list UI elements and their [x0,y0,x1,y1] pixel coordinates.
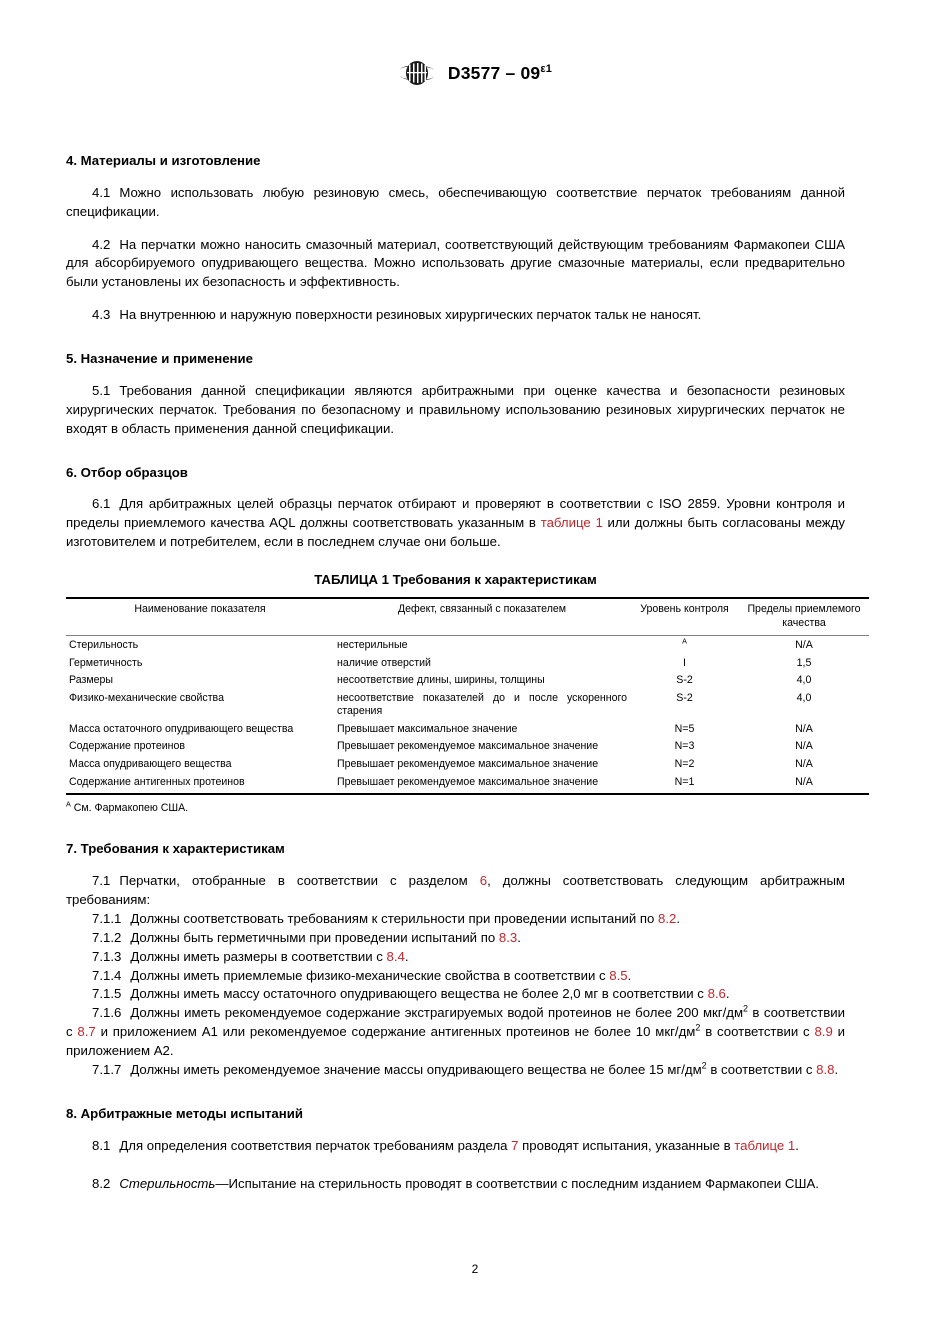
table-cell-level: N=5 [674,722,695,735]
table-1-column-header-aql: Пределы приемлемого качества [739,598,869,636]
section-5-heading: 5. Назначение и применение [66,351,253,367]
paragraph-7-1-4-text-b: . [627,967,632,983]
unit-exponent-2: 2 [695,1022,701,1033]
document-identifier [448,64,552,82]
unit-exponent-3: 2 [701,1060,707,1071]
paragraph-8-2-term: Стерильность [119,1175,216,1191]
paragraph-7-1-4 [66,967,845,986]
table-row [66,738,869,756]
paragraph-7-1-6-text-d: в соответствии с [700,1024,815,1040]
paragraph-8-2-text: —Испытание на стерильность проводят в соответствии с последним изданием Фармакопеи США. [215,1175,819,1191]
table-cell-aql: 4,0 [796,674,812,687]
paragraph-4-1-text: Можно использовать любую резиновую смесь, обеспечивающую соответствие перчаток требованиям данной спецификации. [66,184,845,219]
link-table-1-ref-8-1[interactable]: таблице 1 [734,1137,796,1153]
paragraph-7-1-2-number: 7.1.2 [92,929,122,945]
link-8-2-ref[interactable]: 8.2 [658,910,677,926]
table-cell-aql: 1,5 [796,656,812,669]
paragraph-7-1-6-text-c: и приложением А1 или рекомендуемое содержание антигенных протеинов не более 10 мкг/дм [95,1024,696,1040]
paragraph-7-1-7-number: 7.1.7 [92,1061,122,1077]
table-cell-defect: наличие отверстий [337,656,431,669]
table-1-header-row [66,598,869,636]
link-section-6-ref[interactable]: 6 [479,873,488,889]
paragraph-6-1-number: 6.1 [92,496,111,512]
table-1 [66,597,869,795]
paragraph-4-2-text: На перчатки можно наносить смазочный материал, соответствующий действующим требованиям Фармакопеи США для абсорбируемого опудривающего вещества. Можно использовать другие смазочные материалы, если предварительно были установлены их безопасность и эффективность. [66,236,845,290]
paragraph-7-1-6-number: 7.1.6 [92,1005,122,1021]
document-header [0,58,950,88]
paragraph-7-1-3-text-a: Должны иметь размеры в соответствии с [130,948,387,964]
table-row [66,672,869,690]
link-table-1-ref-6-1[interactable]: таблице 1 [540,515,603,531]
paragraph-7-1-5-text-a: Должны иметь массу остаточного опудривающего вещества не более 2,0 мг в соответствии с [130,986,708,1002]
paragraph-8-2-number: 8.2 [92,1175,111,1191]
table-cell-aql: N/A [795,758,813,771]
paragraph-7-1-1-text-b: . [676,910,681,926]
paragraph-5-1 [66,382,845,439]
paragraph-7-1 [66,872,845,910]
paragraph-7-1-5-text-b: . [725,986,730,1002]
table-cell-defect: несоответствие показателей до и после ускоренного старения [337,691,627,718]
table-cell-defect: Превышает рекомендуемое максимальное значение [337,775,599,788]
paragraph-7-1-text-a: Перчатки, отобранные в соответствии с разделом [119,873,480,889]
paragraph-7-1-7-text-c: . [834,1061,839,1077]
link-section-7-ref[interactable]: 7 [511,1137,519,1153]
link-8-5-ref[interactable]: 8.5 [609,967,628,983]
paragraph-4-2-number: 4.2 [92,236,111,252]
table-row [66,690,869,721]
table-cell-aql: 4,0 [796,691,812,704]
paragraph-5-1-text: Требования данной спецификации являются арбитражными при оценке качества и безопасности резиновых хирургических перчаток. Требования по безопасному и правильному использованию резиновых хирургических перчаток не входят в область применения данной спецификации. [66,382,845,436]
table-cell-level: S-2 [676,691,693,704]
paragraph-7-1-3 [66,948,845,967]
footnote-marker-a: A [682,636,687,646]
table-cell-aql: N/A [795,775,813,788]
table-cell-name: Масса остаточного опудривающего вещества [69,722,294,735]
paragraph-7-1-1-text-a: Должны соответствовать требованиям к стерильности при проведении испытаний по [130,910,659,926]
paragraph-7-1-2-text-a: Должны быть герметичными при проведении испытаний по [130,929,499,945]
table-cell-name: Стерильность [69,639,139,652]
table-cell-name: Физико-механические свойства [69,691,224,704]
paragraph-8-1-text-a: Для определения соответствия перчаток требованиям раздела [119,1137,512,1153]
document-body [66,152,861,1193]
table-cell-name: Масса опудривающего вещества [69,758,232,771]
paragraph-7-1-7-text-a: Должны иметь рекомендуемое значение массы опудривающего вещества не более 15 мг/дм [130,1061,702,1077]
paragraph-7-1-2 [66,929,845,948]
paragraph-7-1-4-text-a: Должны иметь приемлемые физико-механические свойства в соответствии с [130,967,610,983]
link-8-8-ref[interactable]: 8.8 [816,1061,835,1077]
paragraph-7-1-1-number: 7.1.1 [92,910,122,926]
section-4-heading: 4. Материалы и изготовление [66,153,261,168]
link-8-7-ref[interactable]: 8.7 [77,1024,96,1040]
table-cell-defect: несоответствие длины, ширины, толщины [337,674,545,687]
paragraph-6-1-text-b: или должны быть согласованы между изготовителем и потребителем, если в последнем случае они больше. [66,515,845,550]
paragraph-7-1-number: 7.1 [92,873,111,889]
table-row [66,636,869,655]
paragraph-8-1-text-b: проводят испытания, указанные в [518,1137,735,1153]
table-1-body [66,636,869,794]
table-cell-aql: N/A [795,740,813,753]
paragraph-4-1 [66,184,845,222]
section-6-heading: 6. Отбор образцов [66,464,188,480]
paragraph-8-2 [66,1175,845,1194]
table-row [66,721,869,739]
paragraph-4-3-text: На внутреннюю и наружную поверхности резиновых хирургических перчаток тальк не наносят. [119,307,702,323]
document-revision-superscript: ε1 [540,62,553,75]
link-8-3-ref[interactable]: 8.3 [498,929,518,945]
table-cell-defect: Превышает максимальное значение [337,722,518,735]
section-8-heading: 8. Арбитражные методы испытаний [66,1105,303,1121]
paragraph-7-1-text-b: , должны соответствовать следующим арбитражным требованиям: [66,873,845,908]
paragraph-5-1-number: 5.1 [92,382,111,398]
link-8-9-ref[interactable]: 8.9 [814,1024,833,1040]
paragraph-4-3-number: 4.3 [92,307,111,323]
document-number: D3577 – 09 [447,62,541,83]
table-cell-level: N=1 [674,775,695,788]
paragraph-7-1-1 [66,910,845,929]
paragraph-8-1-number: 8.1 [92,1137,111,1153]
table-row [66,655,869,673]
paragraph-7-1-6-text-b: в соответствии с [66,1005,846,1040]
footnote-label-a: A [66,799,71,809]
paragraph-8-1 [66,1137,845,1156]
table-1-column-header-name: Наименование показателя [66,598,334,636]
link-8-6-ref[interactable]: 8.6 [707,986,726,1002]
table-1-column-header-level: Уровень контроля [630,598,739,636]
table-cell-level: N=2 [674,758,695,771]
paragraph-7-1-4-number: 7.1.4 [92,967,122,983]
paragraph-7-1-7 [66,1061,845,1080]
table-cell-defect: нестерильные [337,639,408,652]
table-cell-name: Содержание антигенных протеинов [69,775,245,788]
link-8-4-ref[interactable]: 8.4 [386,948,405,964]
paragraph-7-1-2-text-b: . [517,929,521,945]
section-7-heading: 7. Требования к характеристикам [66,841,285,857]
table-1-column-header-defect: Дефект, связанный с показателем [334,598,630,636]
paragraph-4-3 [66,306,845,325]
paragraph-4-1-number: 4.1 [92,184,111,200]
paragraph-8-1-text-c: . [795,1137,799,1153]
table-cell-name: Герметичность [69,656,143,669]
paragraph-7-1-5 [66,985,845,1004]
table-cell-level: S-2 [676,674,693,687]
paragraph-7-1-3-text-b: . [404,948,409,964]
table-cell-name: Размеры [69,674,114,687]
table-row [66,756,869,774]
table-row [66,774,869,795]
table-cell-level: I [683,656,686,669]
astm-logo-icon [398,58,436,88]
paragraph-4-2 [66,236,845,293]
table-cell-aql: N/A [795,722,813,735]
page-number: 2 [471,1262,479,1276]
paragraph-7-1-3-number: 7.1.3 [92,948,122,964]
unit-exponent-1: 2 [743,1003,749,1014]
table-cell-defect: Превышает рекомендуемое максимальное значение [337,758,599,771]
table-cell-level [630,636,739,655]
table-cell-defect: Превышает рекомендуемое максимальное значение [337,740,599,753]
paragraph-7-1-7-text-b: в соответствии с [706,1061,817,1077]
paragraph-7-1-6-text-e: и приложением А2. [66,1024,846,1059]
table-cell-aql: N/A [795,639,813,652]
table-cell-name: Содержание протеинов [69,740,186,753]
table-1-footnote [66,795,845,815]
paragraph-7-1-5-number: 7.1.5 [92,986,122,1002]
paragraph-6-1-text-a: Для арбитражных целей образцы перчаток отбирают и проверяют в соответствии с ISO 2859. Уровни контроля и пределы приемлемого качества AQL должны соответствовать указанным в [66,496,845,531]
table-1-title: ТАБЛИЦА 1 Требования к характеристикам [314,571,597,587]
paragraph-7-1-6 [66,1004,845,1061]
footnote-text: См. Фармакопею США. [70,802,189,815]
paragraph-6-1 [66,495,845,552]
paragraph-7-1-6-text-a: Должны иметь рекомендуемое содержание экстрагируемых водой протеинов не более 200 мкг/дм [130,1005,744,1021]
table-cell-level: N=3 [674,740,695,753]
